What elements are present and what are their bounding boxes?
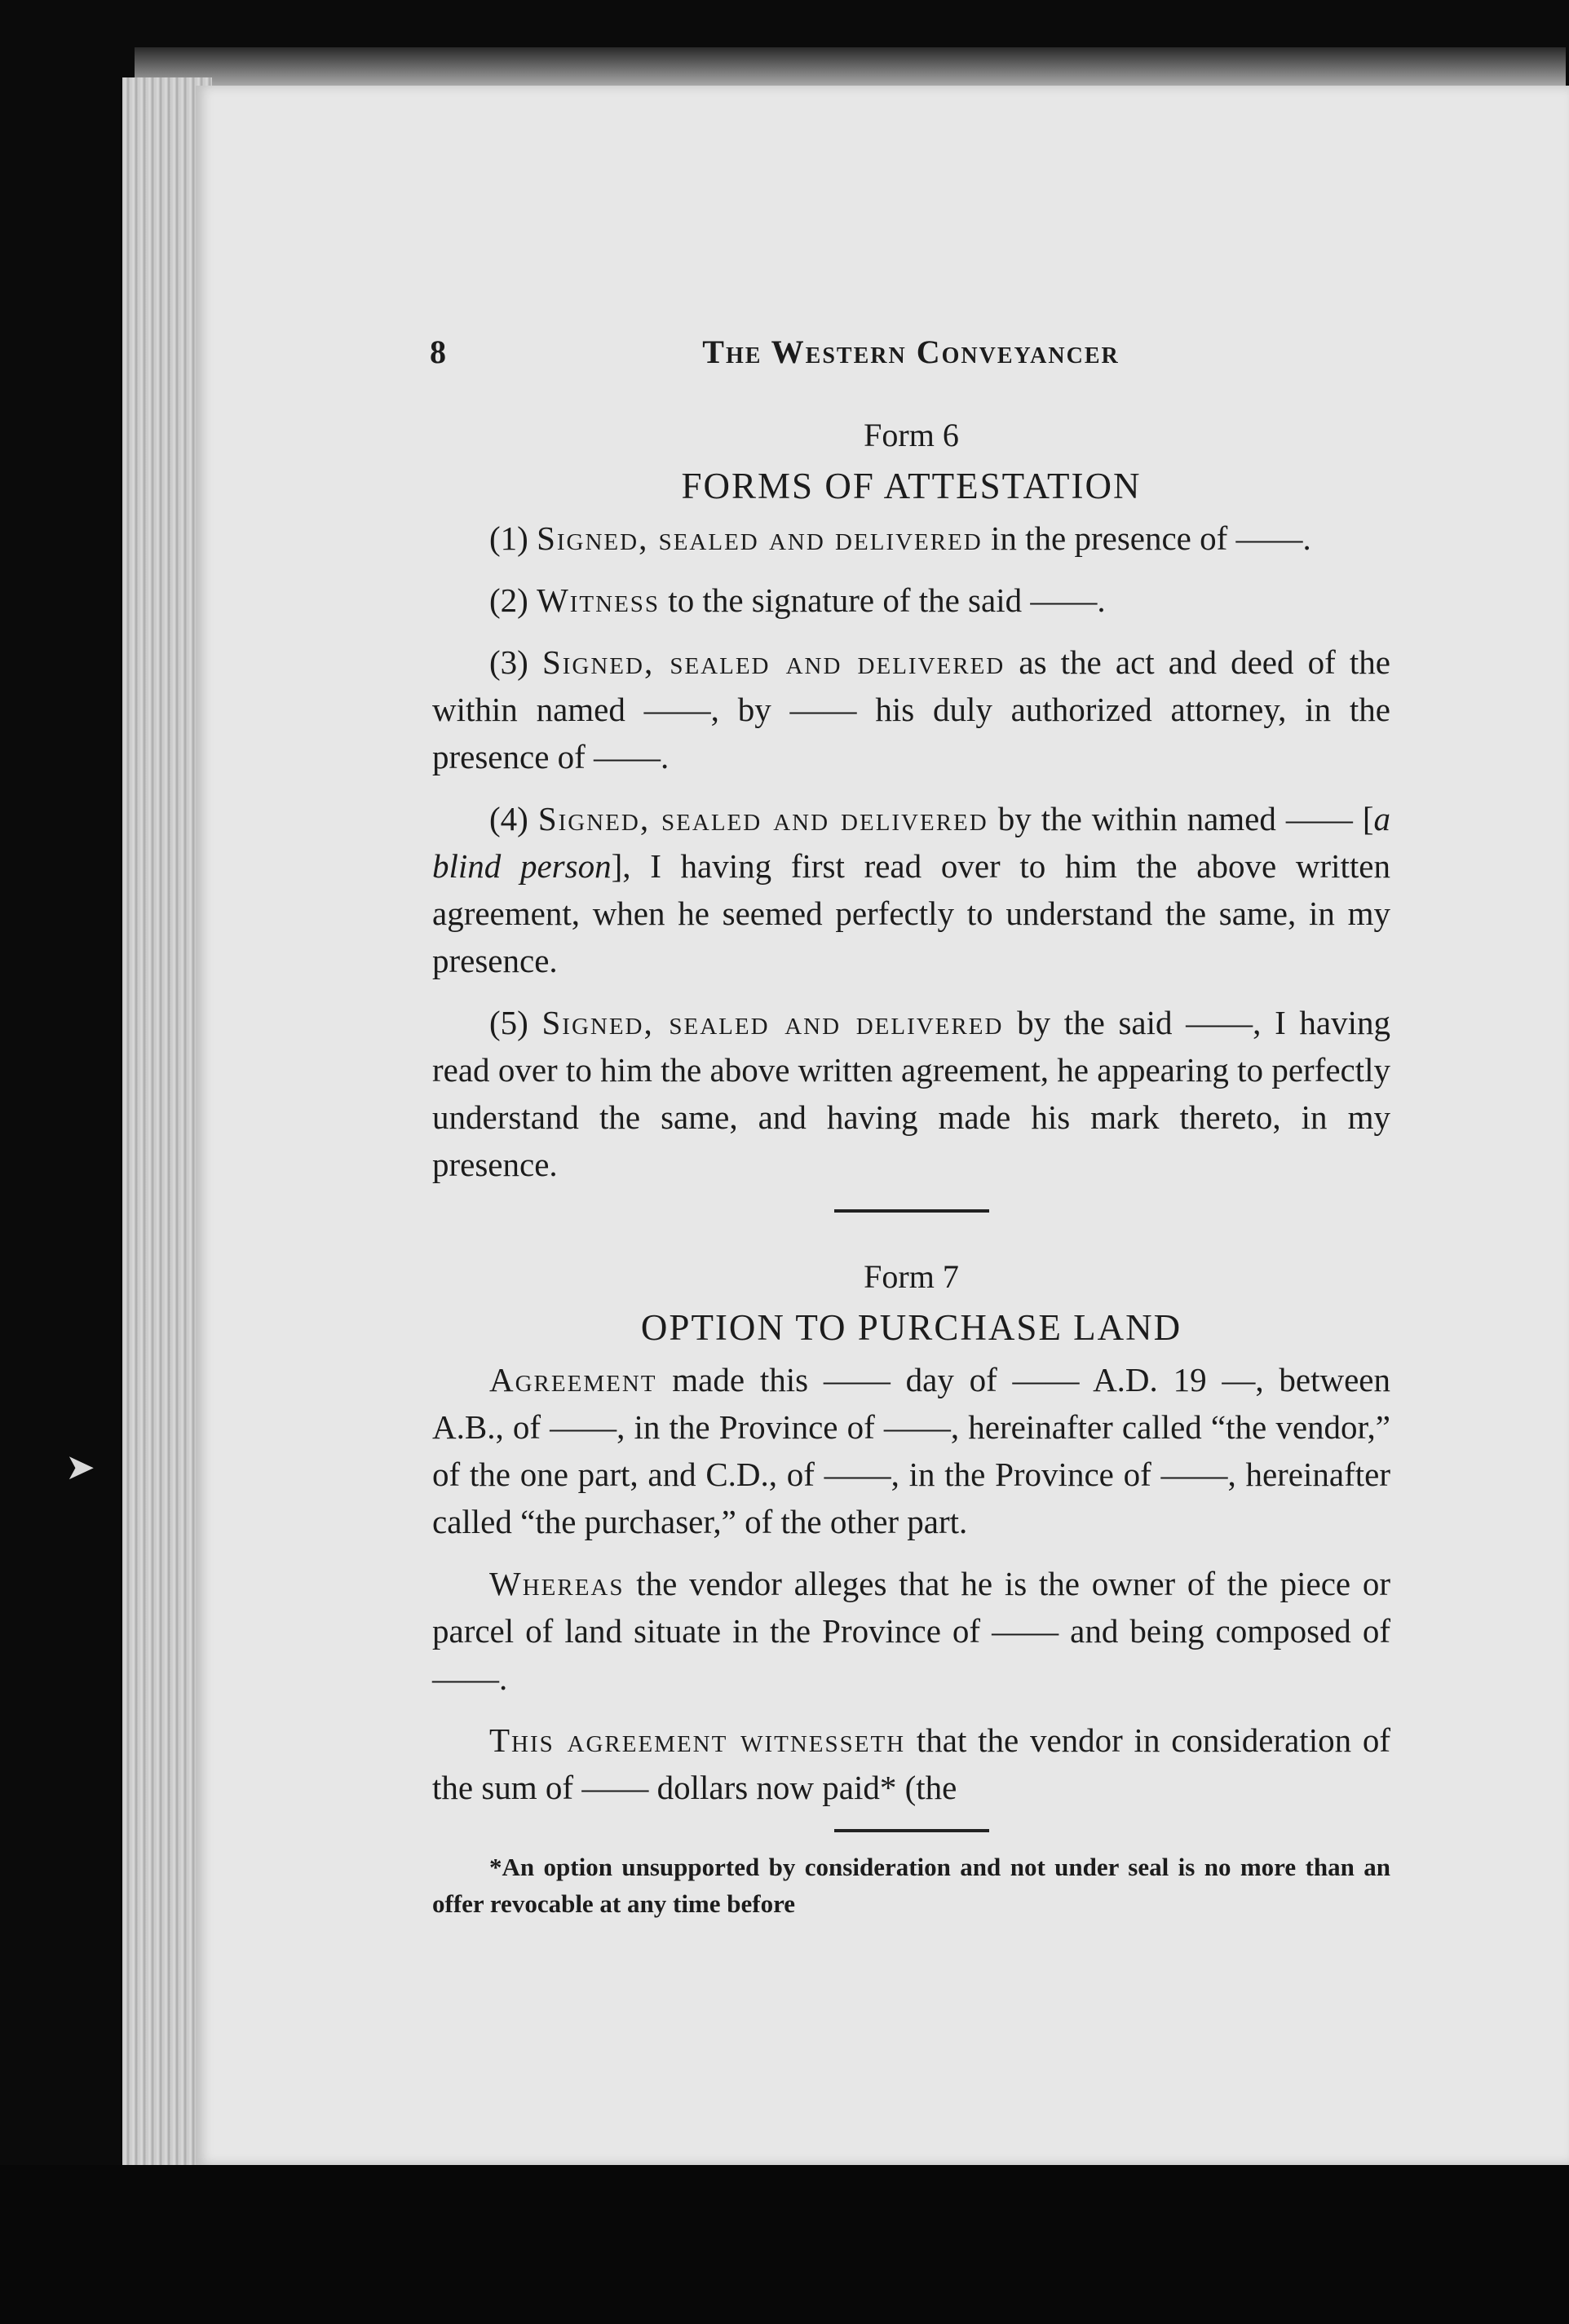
margin-arrow-mark: ➤ <box>65 1447 95 1487</box>
form-7-title: OPTION TO PURCHASE LAND <box>640 1307 1182 1348</box>
paragraph-body: made this —— day of —— A.D. 19 —, between A.B., of ——, in the Province of ——, hereinafter called “the vendor,” of the one part, and C.D., of ——, in the Province of ——, hereinafter called “the purchaser,” of the other part. <box>432 1361 1390 1540</box>
paragraph-number: (5) <box>489 1004 528 1041</box>
form-7-label: Form 7 <box>864 1258 959 1295</box>
attestation-paragraph-2 <box>432 577 1390 624</box>
page-number: 8 <box>430 334 446 370</box>
option-paragraph-3 <box>432 1716 1390 1811</box>
form-6-label: Form 6 <box>864 417 959 453</box>
small-caps-lead: Whereas <box>489 1565 625 1602</box>
page-content <box>432 412 1390 1922</box>
form-6-title: FORMS OF ATTESTATION <box>681 466 1142 506</box>
attestation-paragraph-4 <box>432 795 1390 984</box>
running-title: The Western Conveyancer <box>702 334 1120 370</box>
option-paragraph-1 <box>432 1356 1390 1545</box>
small-caps-lead: Signed, sealed and delivered <box>537 800 988 837</box>
paragraph-number: (2) <box>489 581 528 619</box>
paragraph-body: in the presence of ——. <box>982 519 1311 557</box>
small-caps-lead: Signed, sealed and delivered <box>537 519 983 557</box>
paragraph-number: (3) <box>489 643 528 681</box>
small-caps-lead: Witness <box>537 581 661 619</box>
attestation-paragraph-1 <box>432 515 1390 562</box>
attestation-paragraph-3 <box>432 638 1390 780</box>
small-caps-lead: Signed, sealed and delivered <box>541 643 1005 681</box>
paragraph-number: (1) <box>489 519 528 557</box>
section-divider <box>834 1209 989 1213</box>
scan-bottom-margin <box>0 2165 1569 2324</box>
small-caps-lead: This agreement witnesseth <box>489 1721 906 1759</box>
attestation-paragraph-5 <box>432 999 1390 1188</box>
paragraph-body: by the within named —— [ <box>988 800 1374 837</box>
footnote: *An option unsupported by consideration and not under seal is no more than an offer revocable at any time before <box>432 1853 1390 1918</box>
italic-phrase: a blind person <box>432 800 1390 885</box>
small-caps-lead: Agreement <box>489 1361 657 1398</box>
paragraph-body: by the said ——, I having read over to him the above written agreement, he appearing to perfectly understand the same, and having made his mark thereto, in my presence. <box>432 1004 1390 1183</box>
paragraph-body: the vendor alleges that he is the owner of the piece or parcel of land situate in the Province of —— and being composed of ——. <box>432 1565 1390 1697</box>
option-paragraph-2 <box>432 1560 1390 1702</box>
paragraph-body: as the act and deed of the within named ——, by —— his duly authorized attorney, in the presence of ——. <box>432 643 1390 775</box>
small-caps-lead: Signed, sealed and delivered <box>541 1004 1004 1041</box>
footnote-divider <box>834 1829 989 1832</box>
paragraph-body: that the vendor in consideration of the sum of —— dollars now paid* (the <box>432 1721 1390 1806</box>
running-head <box>430 333 1392 382</box>
paragraph-body: to the signature of the said ——. <box>660 581 1106 619</box>
paragraph-number: (4) <box>489 800 528 837</box>
paragraph-body-continued: ], I having first read over to him the above written agreement, when he seemed perfectly to understand the same, in my presence. <box>432 847 1390 979</box>
